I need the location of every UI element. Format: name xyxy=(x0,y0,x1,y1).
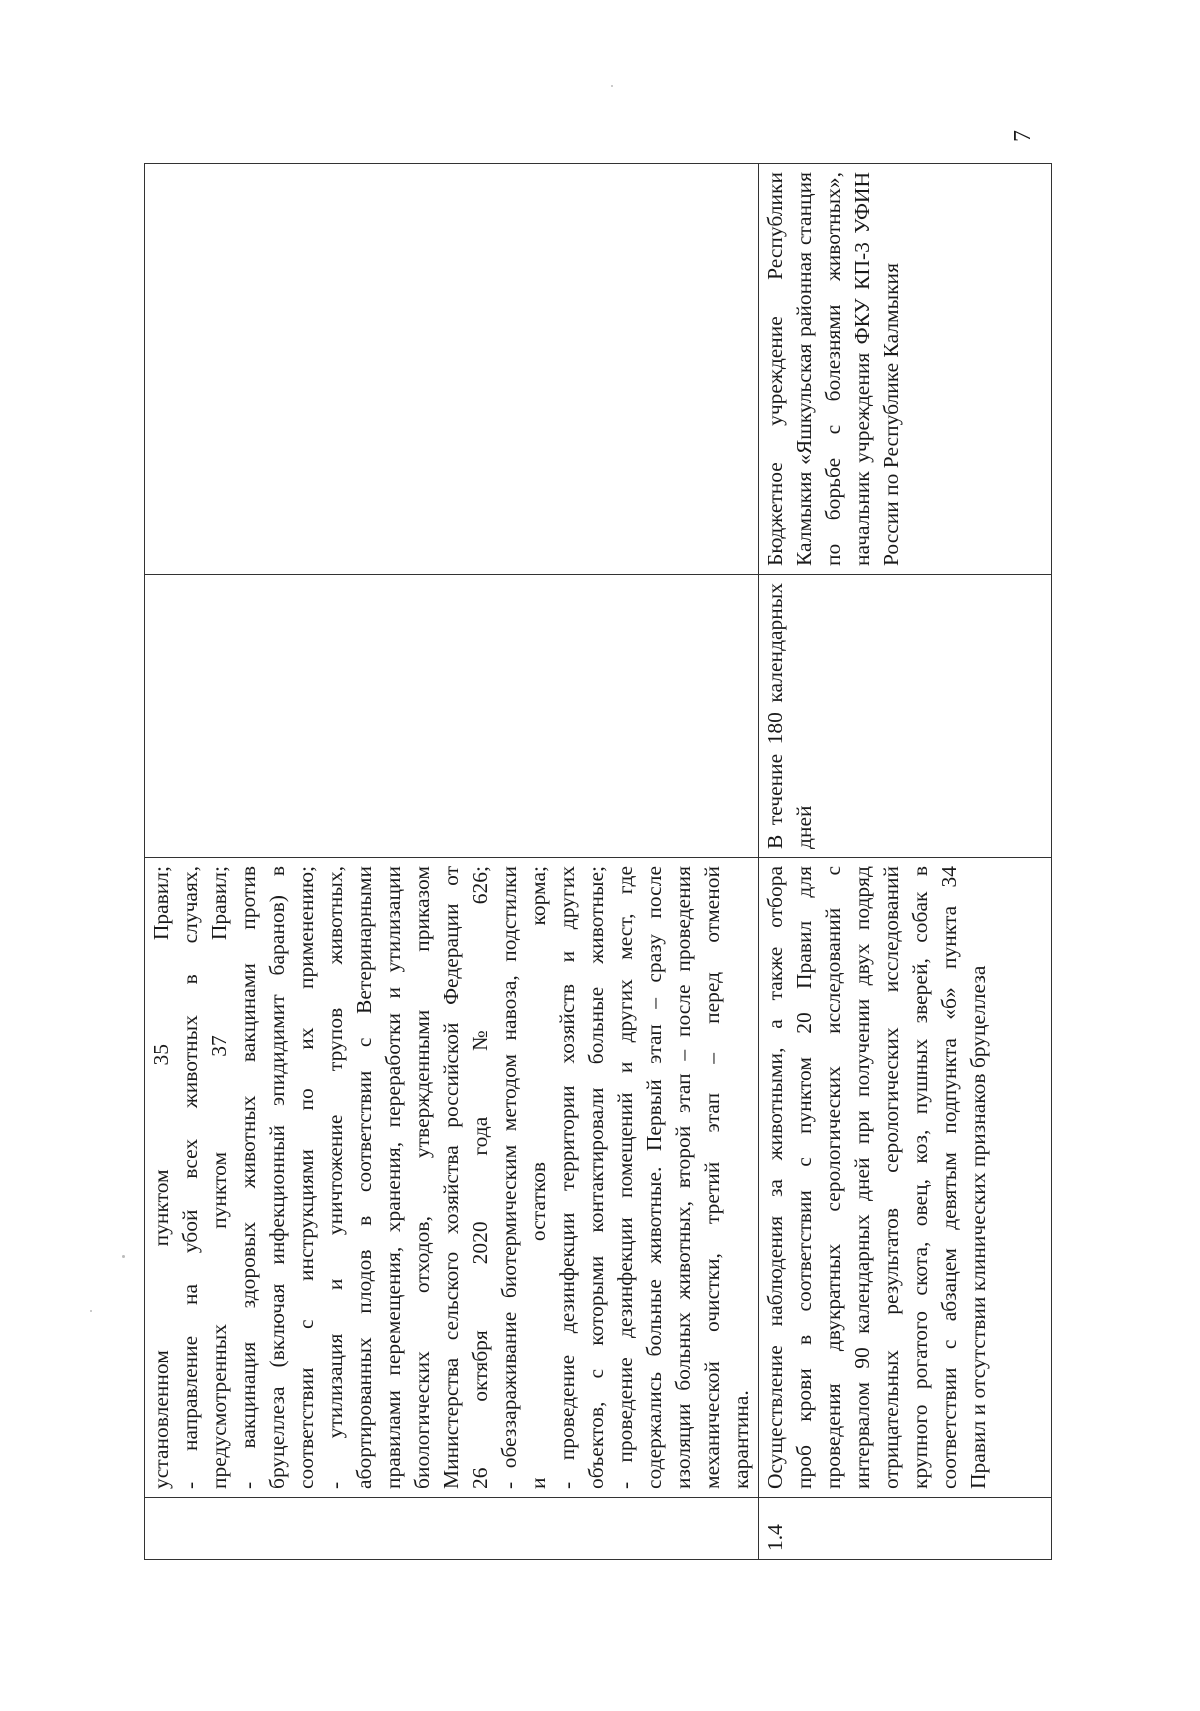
text-line: бруцеллеза (включая инфекционный эпидидимит баранов) в xyxy=(265,866,289,1489)
measure-description xyxy=(759,858,1052,1498)
text-line: проб крови в соответствии с пунктом 20 Правил для xyxy=(792,866,816,1489)
measure-term xyxy=(145,575,759,858)
text-line: крупного рогатого скота, овец, коз, пушных зверей, собак в xyxy=(908,866,932,1489)
scan-speck xyxy=(90,1310,92,1312)
text-line: - вакцинация здоровых животных вакцинами против xyxy=(236,866,260,1489)
row-number xyxy=(145,1498,759,1560)
text-line: биологических отходов, утвержденными приказом xyxy=(410,866,434,1489)
text-line: - проведение дезинфекции территории хозяйств и других xyxy=(555,866,579,1489)
text-line: соответствии с абзацем девятым подпункта «б» пункта 34 xyxy=(937,866,961,1489)
text-line: правилами перемещения, хранения, переработки и утилизации xyxy=(381,866,405,1489)
measure-description xyxy=(145,858,759,1498)
text-line: 26 октября 2020 года № 626; xyxy=(468,866,492,1489)
page-number: 7 xyxy=(1010,130,1036,142)
responsible-party xyxy=(145,164,759,575)
text-line: механической очистки, третий этап – перед отменой xyxy=(700,866,724,1489)
table-row xyxy=(759,164,1052,1560)
text-line: соответствии с инструкциями по их применению; xyxy=(294,866,318,1489)
text-line: - направление на убой всех животных в случаях, xyxy=(178,866,202,1489)
measure-term: В течение 180 календарных дней xyxy=(759,575,1052,858)
text-line: интервалом 90 календарных дней при получении двух подряд xyxy=(850,866,874,1489)
text-line: предусмотренных пунктом 37 Правил; xyxy=(207,866,231,1489)
text-line: - утилизация и уничтожение трупов животных, xyxy=(323,866,347,1489)
responsible-party: Бюджетное учреждение Республики Калмыкия «Яшкульская районная станция по борьбе с болезнями животных», начальник учреждения ФКУ КП-3 УФИН России по Республике Калмыкия xyxy=(759,164,1052,575)
row-number: 1.4 xyxy=(759,1498,1052,1560)
text-line: установленном пунктом 35 Правил; xyxy=(149,866,173,1489)
text-line: Правил и отсутствии клинических признаков бруцеллеза xyxy=(966,965,990,1489)
text-line: отрицательных результатов серологических исследований xyxy=(879,866,903,1489)
text-line: содержались больные животные. Первый этап – сразу после xyxy=(642,866,666,1489)
text-line: Министерства сельского хозяйства российской Федерации от xyxy=(439,866,463,1489)
text-line: проведения двукратных серологических исследований с xyxy=(821,866,845,1489)
text-line: Осуществление наблюдения за животными, а также отбора xyxy=(763,866,787,1489)
scan-speck xyxy=(122,1255,125,1258)
text-line: - обеззараживание биотермическим методом навоза, подстилки xyxy=(497,866,521,1489)
scan-speck xyxy=(611,85,613,87)
text-line: карантина. xyxy=(729,1390,753,1489)
table-row xyxy=(145,164,759,1560)
rotated-page-content xyxy=(0,60,1200,1711)
text-line: абортированных плодов в соответствии с Ветеринарными xyxy=(352,866,376,1489)
text-line: объектов, с которыми контактировали больные животные; xyxy=(584,866,608,1489)
text-line: - проведение дезинфекции помещений и других мест, где xyxy=(613,866,637,1489)
measures-table xyxy=(144,163,1052,1560)
text-line: и остатков корма; xyxy=(526,866,550,1489)
text-line: изоляции больных животных, второй этап – после проведения xyxy=(671,866,695,1489)
